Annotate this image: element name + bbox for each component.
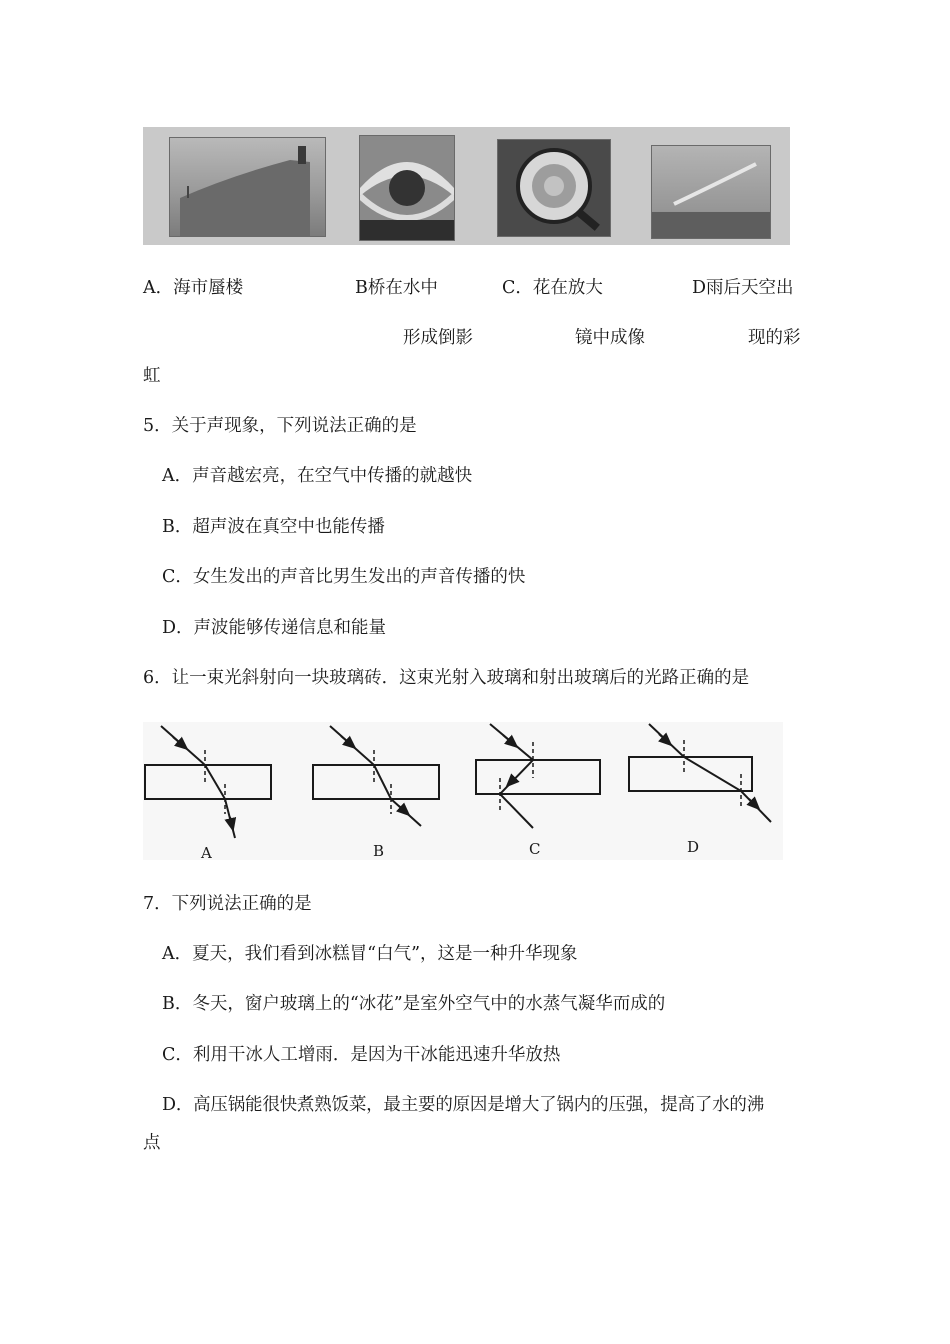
rainbow-image: [652, 146, 770, 238]
q7-wrap-line: 点: [143, 1133, 161, 1153]
q7-option-c: C．利用干冰人工增雨．是因为干冰能迅速升华放热: [162, 1045, 561, 1065]
q4-option-c: C．花在放大: [502, 278, 603, 298]
diagram-a: [145, 726, 271, 860]
diagram-b: [313, 726, 439, 860]
q5-option-c: C．女生发出的声音比男生发出的声音传播的快: [162, 567, 526, 587]
q4-photo-strip: [143, 127, 790, 245]
diagram-a-label: A: [201, 844, 212, 860]
q7-option-b: B．冬天，窗户玻璃上的“冰花”是室外空气中的水蒸气凝华而成的: [162, 994, 666, 1014]
q5-option-a: A．声音越宏亮，在空气中传播的就越快: [162, 466, 473, 486]
q4-option-d-continuation: 现的彩: [748, 328, 801, 348]
diagram-d-label: D: [687, 838, 700, 856]
q6-stem: 6．让一束光斜射向一块玻璃砖．这束光射入玻璃和射出玻璃后的光路正确的是: [143, 668, 750, 688]
q7-stem: 7．下列说法正确的是: [143, 894, 312, 914]
q5-option-d: D．声波能够传递信息和能量: [162, 618, 387, 638]
q7-option-a: A．夏天，我们看到冰糕冒“白气”，这是一种升华现象: [162, 944, 578, 964]
mirage-image: [170, 138, 325, 236]
q5-option-b: B．超声波在真空中也能传播: [162, 517, 385, 537]
q4-option-a: A．海市蜃楼: [143, 278, 244, 298]
q4-wrap-line: 虹: [143, 366, 161, 386]
diagram-c-label: C: [529, 840, 541, 858]
ray-diagram-svg: [143, 722, 783, 860]
q4-option-d: D雨后天空出: [692, 278, 794, 298]
magnifier-photo: [497, 139, 611, 237]
q4-option-b: B桥在水中: [355, 278, 438, 298]
mirage-photo: [169, 137, 326, 237]
q4-option-c-continuation: 镜中成像: [575, 328, 645, 348]
rainbow-photo: [651, 145, 771, 239]
diagram-c: [476, 724, 600, 858]
q7-option-d: D．高压锅能很快煮熟饭菜，最主要的原因是增大了锅内的压强，提高了水的沸: [162, 1095, 765, 1115]
magnifier-image: [498, 140, 610, 236]
q6-ray-diagram: [143, 722, 783, 860]
diagram-b-label: B: [373, 842, 385, 860]
diagram-d: [629, 724, 771, 856]
q4-option-b-continuation: 形成倒影: [403, 328, 473, 348]
bridge-image: [360, 136, 454, 240]
bridge-reflection-photo: [359, 135, 455, 241]
q5-stem: 5．关于声现象，下列说法正确的是: [143, 416, 417, 436]
